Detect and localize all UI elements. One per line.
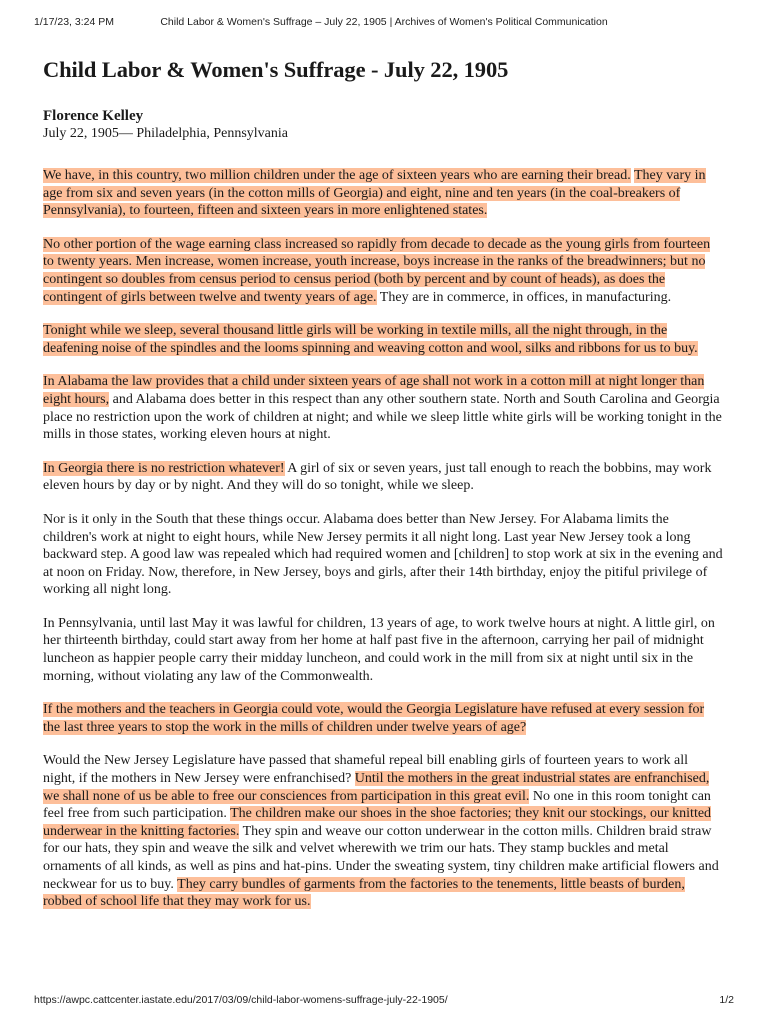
paragraph-text: and Alabama does better in this respect than any other southern state. North and South Carolina and Georgia place no restriction upon the work of children at night; and while we sleep little white girls will be working tonight in the mills in those states, working eleven hours at night. (43, 391, 722, 443)
paragraph-text: They spin and weave our cotton underwear in the cotton mills. Children braid straw for our hats, they spin and weave the silk and velvet wherewith we trim our hats. They stamp buckles and metal ornaments of all kinds, as well as pins and hat-pins. Under the sweating system, tiny children make artificial flowers and neckwear for us to buy. (43, 823, 719, 892)
article-dateline: July 22, 1905— Philadelphia, Pennsylvania (43, 126, 288, 141)
article-author: Florence Kelley (43, 108, 144, 124)
article-paragraph (43, 460, 723, 495)
print-page-title: Child Labor & Women's Suffrage – July 22, 1905 | Archives of Women's Political Communication (160, 16, 608, 28)
print-footer (34, 994, 734, 1006)
paragraph-text: No one in this room tonight can feel free from such participation. (43, 788, 711, 822)
article-paragraph (43, 167, 723, 220)
article-paragraph (43, 373, 723, 443)
article-paragraph (43, 236, 723, 306)
page-indicator: 1/2 (719, 994, 734, 1006)
article-paragraph (43, 752, 723, 910)
paragraph-text: In Pennsylvania, until last May it was lawful for children, 13 years of age, to work twelve hours at night. A little girl, on her thirteenth birthday, could start away from her home at half past five in the afternoon, carrying her pail of midnight luncheon as happier people carry their midday luncheon, and could work in the mill from six at night until six in the morning, without violating any law of the Commonwealth. (43, 615, 715, 684)
highlighted-text: They vary in age from six and seven years (in the cotton mills of Georgia) and eight, nine and ten years (in the coal-breakers of Pennsylvania), to fourteen, fifteen and sixteen years in more enlightened states. (43, 168, 706, 219)
article-paragraph (43, 701, 723, 736)
highlighted-text: Tonight while we sleep, several thousand little girls will be working in textile mills, all the night through, in the deafening noise of the spindles and the looms spinning and weaving cotton and wool, silks and ribbons for us to buy. (43, 323, 698, 356)
paragraph-text: Would the New Jersey Legislature have passed that shameful repeal bill enabling girls of fourteen years to work all night, if the mothers in New Jersey were enfranchised? (43, 753, 688, 787)
article-title: Child Labor & Women's Suffrage - July 22, 1905 (43, 57, 509, 82)
highlighted-text: The children make our shoes in the shoe factories; they knit our stockings, our knitted underwear in the knitting factories. (43, 806, 712, 839)
highlighted-text: We have, in this country, two million children under the age of sixteen years who are earning their bread. (43, 168, 631, 183)
highlighted-text: They carry bundles of garments from the factories to the tenements, little beasts of burden, robbed of school life that they may work for us. (43, 876, 685, 910)
paragraph-text: A girl of six or seven years, just tall enough to reach the bobbins, may work eleven hours by day or by night. And they will do so tonight, while we sleep. (43, 460, 712, 494)
highlighted-text: If the mothers and the teachers in Georgia could vote, would the Georgia Legislature have refused at every session for the last three years to stop the work in the mills of children under twelve years of age? (43, 702, 705, 735)
article-paragraph (43, 511, 723, 599)
print-url[interactable]: https://awpc.cattcenter.iastate.edu/2017/03/09/child-labor-womens-suffrage-july-22-1905/ (34, 994, 448, 1006)
highlighted-text: Until the mothers in the great industrial states are enfranchised, we shall none of us be able to free our consciences from participation in this great evil. (43, 771, 710, 804)
highlighted-text: In Alabama the law provides that a child under sixteen years of age shall not work in a cotton mill at night longer than eight hours, (43, 374, 705, 407)
highlighted-text: In Georgia there is no restriction whatever! (43, 460, 285, 476)
article-body (43, 167, 723, 911)
print-timestamp: 1/17/23, 3:24 PM (34, 16, 114, 28)
article-paragraph (43, 615, 723, 685)
paragraph-text: They are in commerce, in offices, in manufacturing. (376, 289, 672, 305)
paragraph-text: Nor is it only in the South that these things occur. Alabama does better than New Jersey. For Alabama limits the children's work at night to eight hours, while New Jersey permits it all night long. Last year New Jersey took a long backward step. A good law was repealed which had required women and [children] to stop work at six in the evening and at noon on Friday. Now, therefore, in New Jersey, boys and girls, after their 14th birthday, enjoy the pitiful privilege of working all night long. (43, 511, 723, 598)
highlighted-text: No other portion of the wage earning class increased so rapidly from decade to decade as the young girls from fourteen to twenty years. Men increase, women increase, youth increase, boys increase in the ranks of the breadwinners; but no contingent so doubles from census period to census period (both by percent and by count of heads), as does the contingent of girls between twelve and twenty years of age. (43, 236, 711, 305)
article (43, 56, 723, 927)
article-paragraph (43, 322, 723, 357)
